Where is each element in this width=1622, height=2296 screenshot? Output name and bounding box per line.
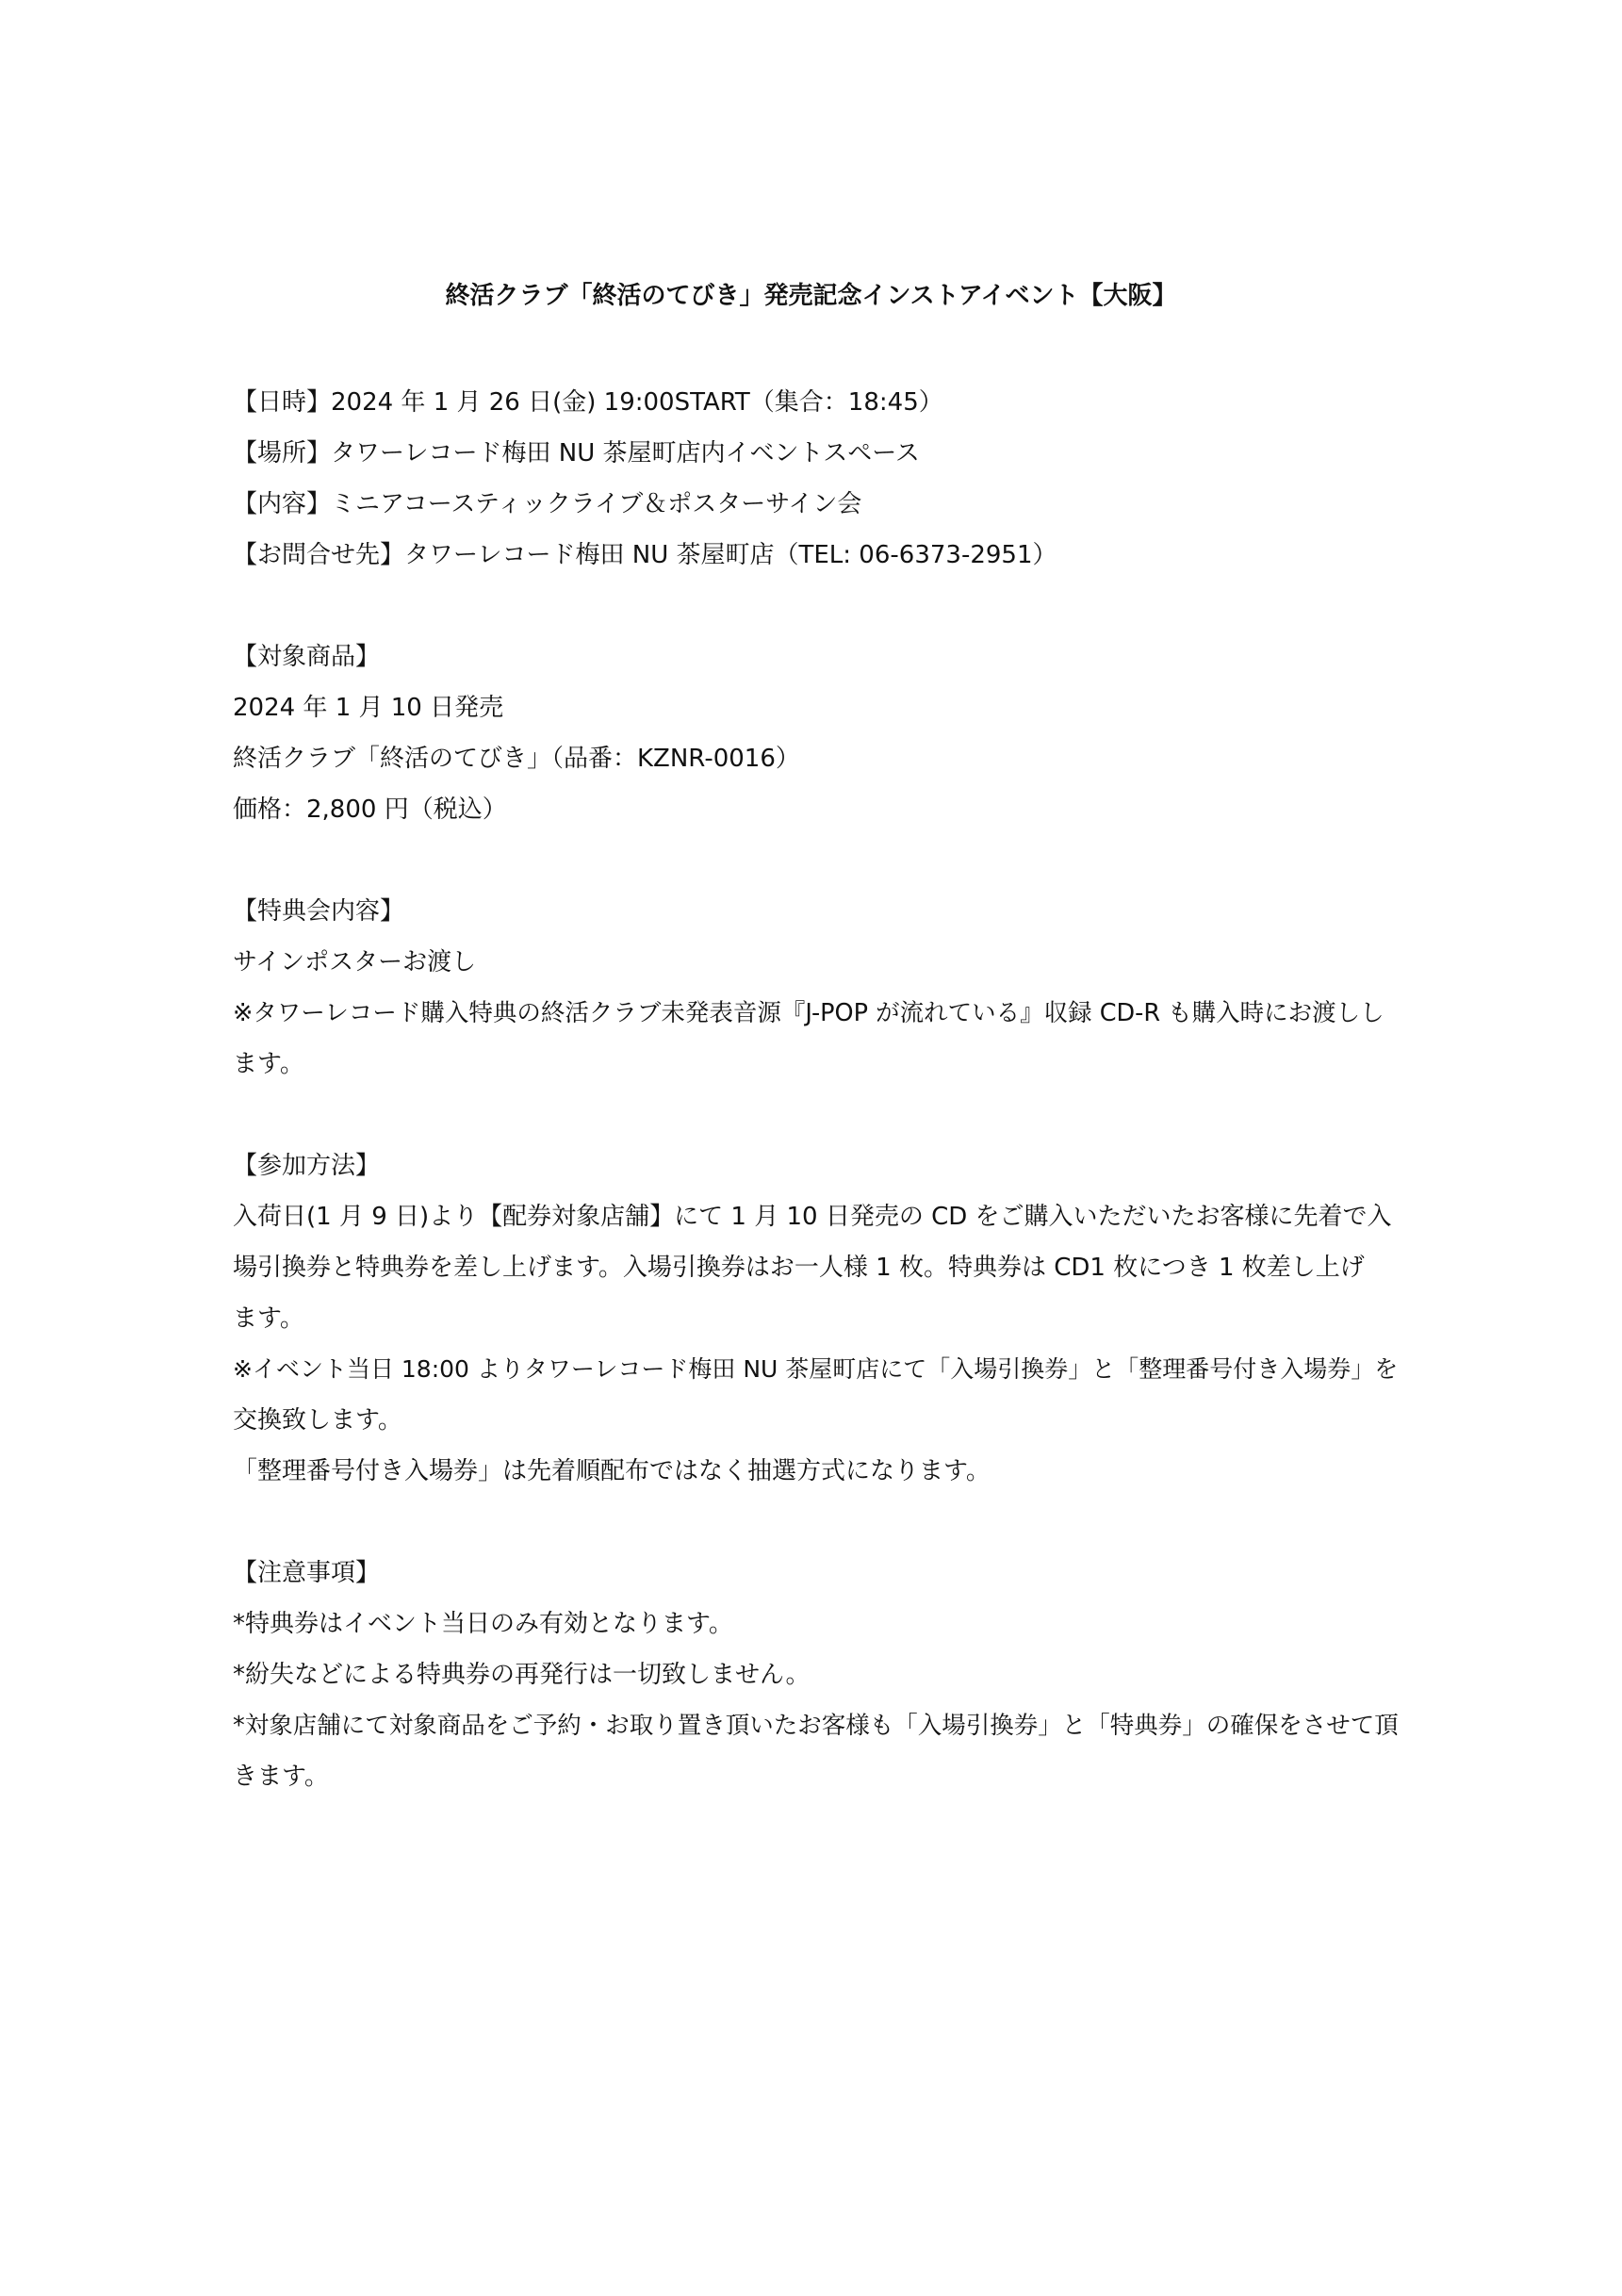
participation-line: 交換致します。 — [233, 1406, 402, 1435]
bonus-heading: 【特典会内容】 — [233, 897, 405, 926]
document-title: 終活クラブ「終活のてびき」発売記念インストアイベント【大阪】 — [445, 282, 1177, 310]
participation-line: 入荷日(1 月 9 日)より【配券対象店舗】にて 1 月 10 日発売の CD をご購入いただいたお客様に先着で入 — [233, 1203, 1392, 1231]
product-release: 2024 年 1 月 10 日発売 — [233, 694, 504, 722]
spacer — [233, 835, 1401, 886]
product-price: 価格：2,800 円（税込） — [233, 795, 507, 824]
bonus-line: サインポスターお渡し — [233, 948, 477, 976]
participation-line: 場引換券と特典券を差し上げます。入場引換券はお一人様 1 枚。特典券は CD1 枚につき 1 枚差し上げ — [233, 1254, 1365, 1282]
bonus-line: ※タワーレコード購入特典の終活クラブ未発表音源『J-POP が流れている』収録 CD-R も購入時にお渡しし — [233, 999, 1384, 1027]
participation-line: ※イベント当日 18:00 よりタワーレコード梅田 NU 茶屋町店にて「入場引換券」と「整理番号付き入場券」を — [233, 1355, 1399, 1383]
spacer — [233, 581, 1401, 631]
document-body — [233, 377, 1401, 1802]
product-name: 終活クラブ「終活のてびき」（品番：KZNR-0016） — [233, 745, 800, 773]
bonus-line: ます。 — [233, 1050, 304, 1078]
participation-heading: 【参加方法】 — [233, 1152, 381, 1180]
participation-line: 「整理番号付き入場券」は先着順配布ではなく抽選方式になります。 — [233, 1457, 991, 1485]
event-contact: 【お問合せ先】タワーレコード梅田 NU 茶屋町店（TEL: 06-6373-2951） — [233, 541, 1057, 569]
notes-line: *特典券はイベント当日のみ有効となります。 — [233, 1610, 733, 1638]
notes-heading: 【注意事項】 — [233, 1559, 381, 1587]
spacer — [233, 1090, 1401, 1140]
event-content: 【内容】ミニアコースティックライブ＆ポスターサイン会 — [233, 490, 862, 518]
spacer — [233, 1497, 1401, 1548]
notes-line: きます。 — [233, 1763, 329, 1791]
product-heading: 【対象商品】 — [233, 643, 381, 671]
event-datetime: 【日時】2024 年 1 月 26 日(金) 19:00START（集合：18:45） — [233, 388, 943, 417]
notes-line: *紛失などによる特典券の再発行は一切致しません。 — [233, 1661, 811, 1689]
notes-line: *対象店舗にて対象商品をご予約・お取り置き頂いたお客様も「入場引換券」と「特典券」の確保をさせて頂 — [233, 1712, 1399, 1740]
participation-line: ます。 — [233, 1304, 304, 1333]
event-place: 【場所】タワーレコード梅田 NU 茶屋町店内イベントスペース — [233, 439, 920, 467]
